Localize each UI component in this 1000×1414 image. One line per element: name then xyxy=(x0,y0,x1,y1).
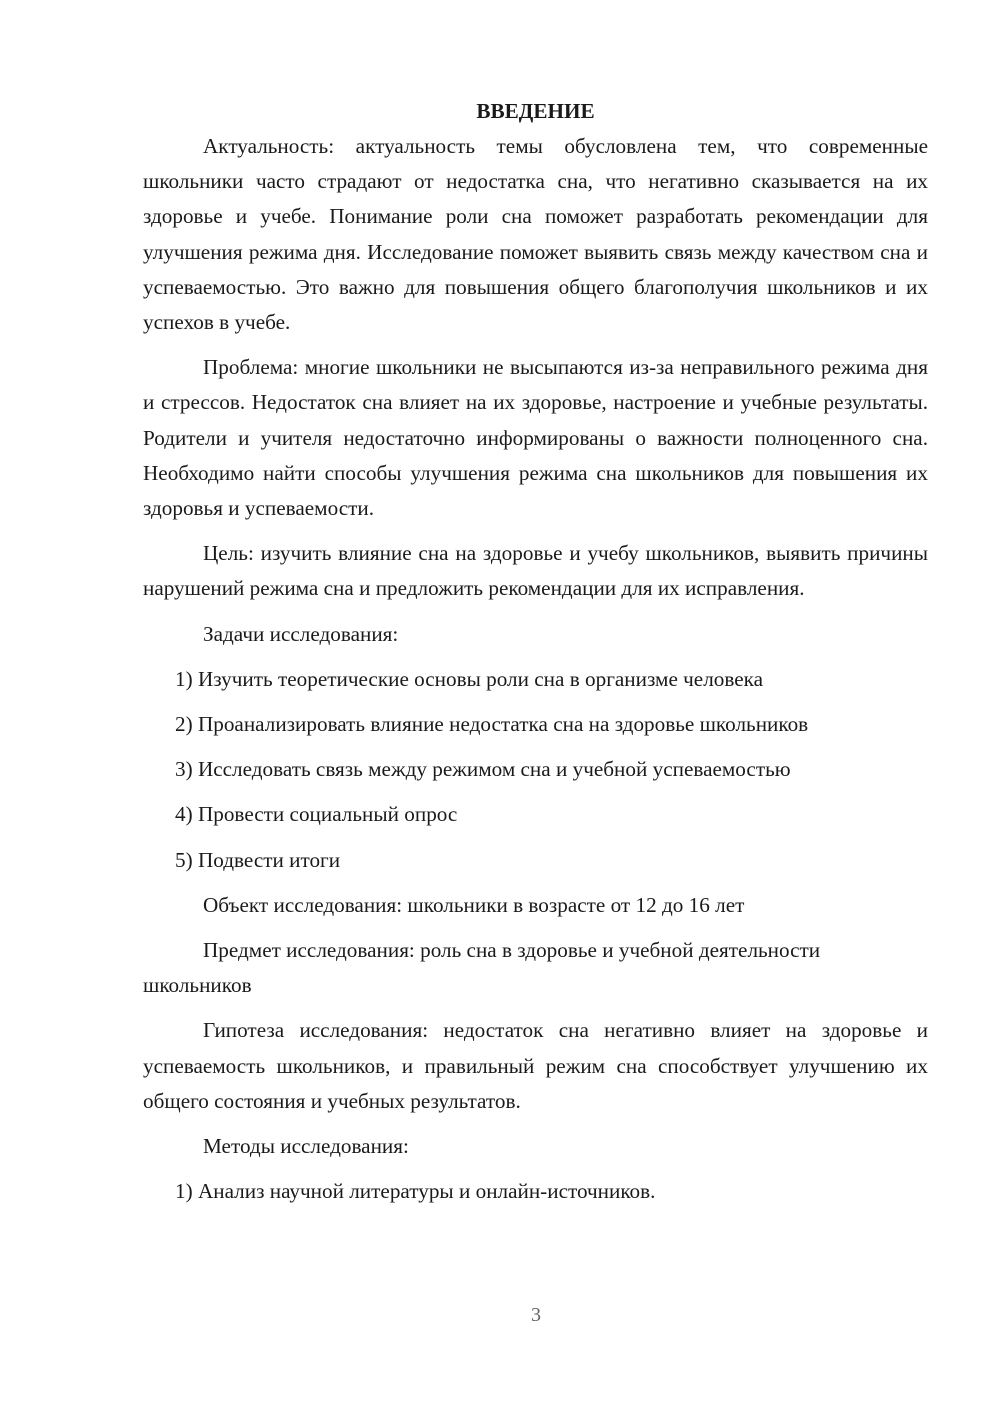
subject-paragraph: Предмет исследования: роль сна в здоровье и учебной деятельности школьников xyxy=(143,938,821,998)
task-item: 5) Подвести итоги xyxy=(175,847,341,872)
problem-paragraph: Проблема: многие школьники не высыпаются из-за неправильного режима дня и стрессов. Недостаток сна влияет на их здоровье, настроение и учебные результаты. Родители и учителя недостаточно информированы о важности полноценного сна. Необходимо найти способы улучшения режима сна школьников для повышения их здоровья и успеваемости. xyxy=(143,355,928,521)
task-item: 2) Проанализировать влияние недостатка сна на здоровье школьников xyxy=(175,712,809,737)
task-item: 1) Изучить теоретические основы роли сна в организме человека xyxy=(175,666,764,691)
hypothesis-paragraph: Гипотеза исследования: недостаток сна негативно влияет на здоровье и успеваемость школьников, и правильный режим сна способствует улучшению их общего состояния и учебных результатов. xyxy=(143,1018,928,1113)
task-item: 3) Исследовать связь между режимом сна и учебной успеваемостью xyxy=(175,757,791,782)
object-paragraph: Объект исследования: школьники в возрасте от 12 до 16 лет xyxy=(203,892,745,917)
method-item: 1) Анализ научной литературы и онлайн-источников. xyxy=(175,1179,656,1204)
goal-paragraph: Цель: изучить влияние сна на здоровье и учебу школьников, выявить причины нарушений режима сна и предложить рекомендации для их исправления. xyxy=(143,541,928,601)
relevance-paragraph: Актуальность: актуальность темы обусловлена тем, что современные школьники часто страдают от недостатка сна, что негативно сказывается на их здоровье и учебе. Понимание роли сна поможет разработать рекомендации для улучшения режима дня. Исследование поможет выявить связь между качеством сна и успеваемостью. Это важно для повышения общего благополучия школьников и их успехов в учебе. xyxy=(143,134,928,335)
tasks-title: Задачи исследования: xyxy=(203,621,399,646)
document-page xyxy=(143,94,928,1219)
methods-title: Методы исследования: xyxy=(203,1134,409,1159)
section-heading: ВВЕДЕНИЕ xyxy=(476,99,595,123)
task-item: 4) Провести социальный опрос xyxy=(175,802,458,827)
page-number: 3 xyxy=(531,1304,541,1326)
